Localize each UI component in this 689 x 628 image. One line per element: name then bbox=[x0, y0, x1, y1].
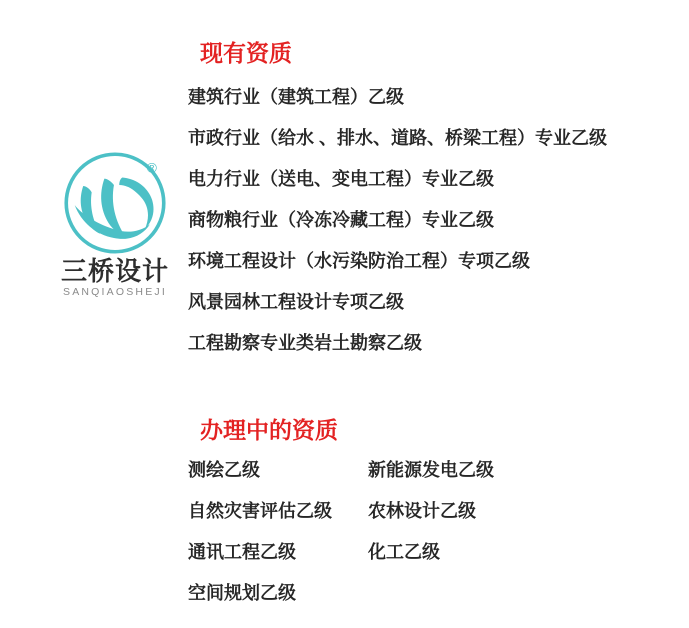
company-logo bbox=[50, 150, 180, 299]
pending-item: 自然灾害评估乙级 bbox=[188, 501, 332, 521]
section-title-pending: 办理中的资质 bbox=[200, 417, 338, 443]
pending-item: 农林设计乙级 bbox=[368, 501, 476, 521]
logo-subtext: SANQIAOSHEJI bbox=[62, 286, 167, 298]
qualification-item: 商物粮行业（冷冻冷藏工程）专业乙级 bbox=[188, 210, 494, 230]
pending-row bbox=[188, 460, 678, 481]
qualification-item: 风景园林工程设计专项乙级 bbox=[188, 292, 404, 312]
qualification-item: 电力行业（送电、变电工程）专业乙级 bbox=[188, 169, 494, 189]
qualification-item: 市政行业（给水 、排水、道路、桥梁工程）专业乙级 bbox=[188, 128, 607, 148]
qualification-item: 建筑行业（建筑工程）乙级 bbox=[188, 87, 404, 107]
pending-item: 新能源发电乙级 bbox=[368, 460, 494, 480]
qualification-content bbox=[188, 0, 678, 604]
pending-row bbox=[188, 583, 678, 604]
qualification-item: 工程勘察专业类岩土勘察乙级 bbox=[188, 333, 422, 353]
wave-logo-icon bbox=[62, 150, 168, 256]
pending-item: 空间规划乙级 bbox=[188, 583, 296, 603]
pending-row bbox=[188, 542, 678, 563]
pending-row bbox=[188, 501, 678, 522]
section-title-existing: 现有资质 bbox=[200, 40, 292, 66]
logo-wordmark: 三桥设计 bbox=[60, 256, 169, 286]
pending-item: 通讯工程乙级 bbox=[188, 542, 296, 562]
qualification-item: 环境工程设计（水污染防治工程）专项乙级 bbox=[188, 251, 530, 271]
pending-item: 化工乙级 bbox=[368, 542, 440, 562]
pending-item: 测绘乙级 bbox=[188, 460, 260, 480]
registered-trademark-icon: ® bbox=[146, 160, 157, 176]
